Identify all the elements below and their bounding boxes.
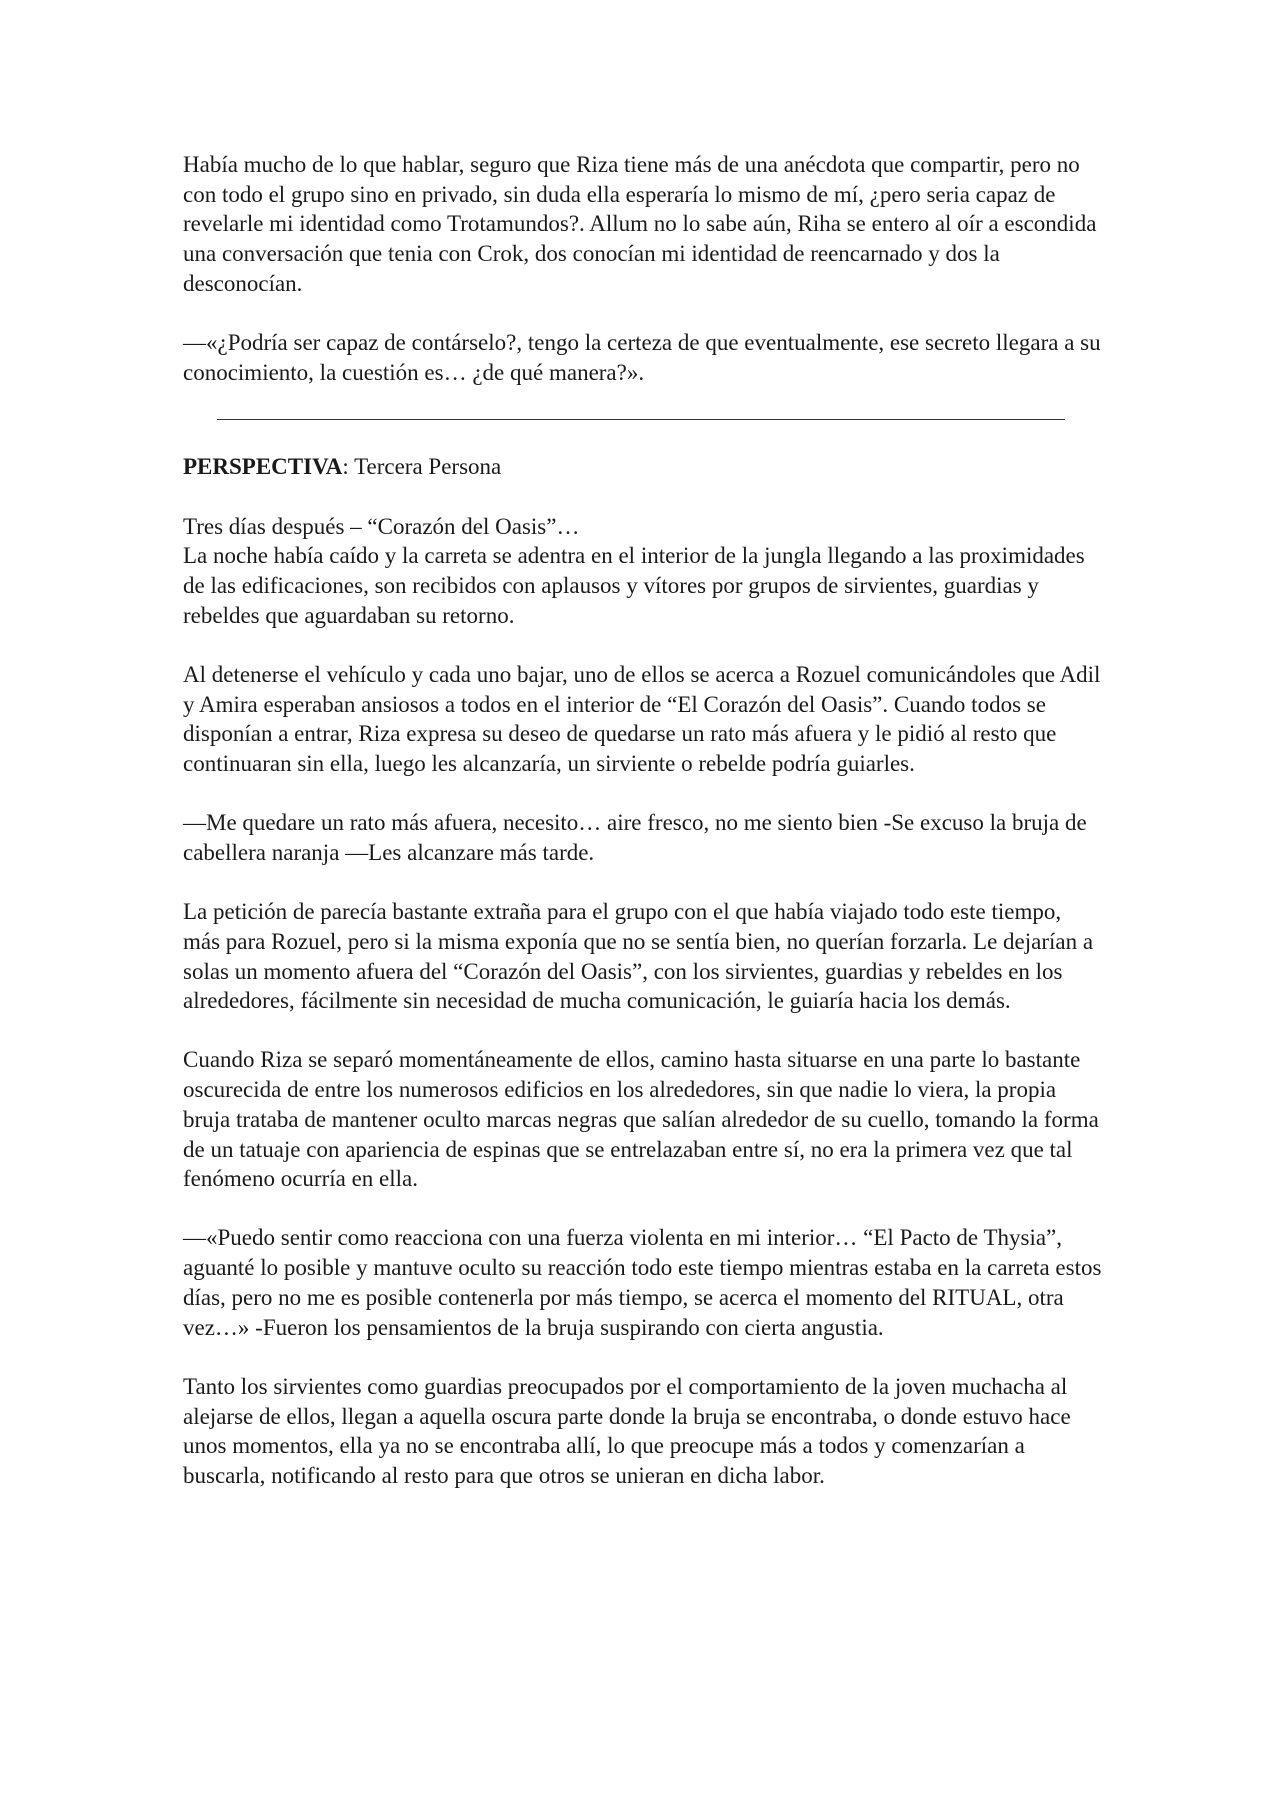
paragraph: Al detenerse el vehículo y cada uno bajar, uno de ellos se acerca a Rozuel comunicándoles que Adil y Amira esperaban ansiosos a todos en el interior de “El Corazón del Oasis”. Cuando todos se disponían a entrar, Riza expresa su deseo de quedarse un rato más afuera y le pidió al resto que continuaran sin ella, luego les alcanzaría, un sirviente o rebelde podría guiarles. xyxy=(183,661,1101,777)
document-page xyxy=(183,150,1103,1520)
section-divider xyxy=(217,419,1065,420)
paragraph: Había mucho de lo que hablar, seguro que Riza tiene más de una anécdota que compartir, pero no con todo el grupo sino en privado, sin duda ella esperaría lo mismo de mí, ¿pero seria capaz de revelarle mi identidad como Trotamundos?. Allum no lo sabe aún, Riha se entero al oír a escondida una conversación que tenia con Crok, dos conocían mi identidad de reencarnado y dos la desconocían. xyxy=(183,152,1097,296)
perspective-value: : Tercera Persona xyxy=(342,454,502,480)
paragraph: La petición de parecía bastante extraña para el grupo con el que había viajado todo este tiempo, más para Rozuel, pero si la misma exponía que no se sentía bien, no querían forzarla. Le dejarían a solas un momento afuera del “Corazón del Oasis”, con los sirvientes, guardias y rebeldes en los alrededores, fácilmente sin necesidad de mucha comunicación, le guiaría hacia los demás. xyxy=(183,899,1094,1014)
perspective-label: PERSPECTIVA xyxy=(183,454,343,480)
paragraph: La noche había caído y la carreta se adentra en el interior de la jungla llegando a las proximidades de las edificaciones, son recibidos con aplausos y vítores por grupos de sirvientes, guardias y rebeldes que aguardaban su retorno. xyxy=(183,543,1085,628)
paragraph: Cuando Riza se separó momentáneamente de ellos, camino hasta situarse en una parte lo bastante oscurecida de entre los numerosos edificios en los alrededores, sin que nadie lo viera, la propia bruja trataba de mantener oculto marcas negras que salían alrededor de su cuello, tomando la forma de un tatuaje con apariencia de espinas que se entrelazaban entre sí, no era la primera vez que tal fenómeno ocurría en ella. xyxy=(183,1047,1099,1192)
scene-heading: Tres días después – “Corazón del Oasis”… xyxy=(183,513,580,539)
paragraph: —«¿Podría ser capaz de contárselo?, tengo la certeza de que eventualmente, ese secreto llegara a su conocimiento, la cuestión es… ¿de qué manera?». xyxy=(183,330,1101,385)
paragraph: —Me quedare un rato más afuera, necesito… aire fresco, no me siento bien -Se excuso la bruja de cabellera naranja —Les alcanzare más tarde. xyxy=(183,810,1087,865)
perspective-line xyxy=(183,452,1103,482)
paragraph: Tanto los sirvientes como guardias preocupados por el comportamiento de la joven muchacha al alejarse de ellos, llegan a aquella oscura parte donde la bruja se encontraba, o donde estuvo hace unos momentos, ella ya no se encontraba allí, lo que preocupe más a todos y comenzarían a buscarla, notificando al resto para que otros se unieran en dicha labor. xyxy=(183,1373,1071,1488)
paragraph: —«Puedo sentir como reacciona con una fuerza violenta en mi interior… “El Pacto de Thysia”, aguanté lo posible y mantuve oculto su reacción todo este tiempo mientras estaba en la carreta estos días, pero no me es posible contenerla por más tiempo, se acerca el momento del RITUAL, otra vez…» -Fueron los pensamientos de la bruja suspirando con cierta angustia. xyxy=(183,1225,1102,1340)
